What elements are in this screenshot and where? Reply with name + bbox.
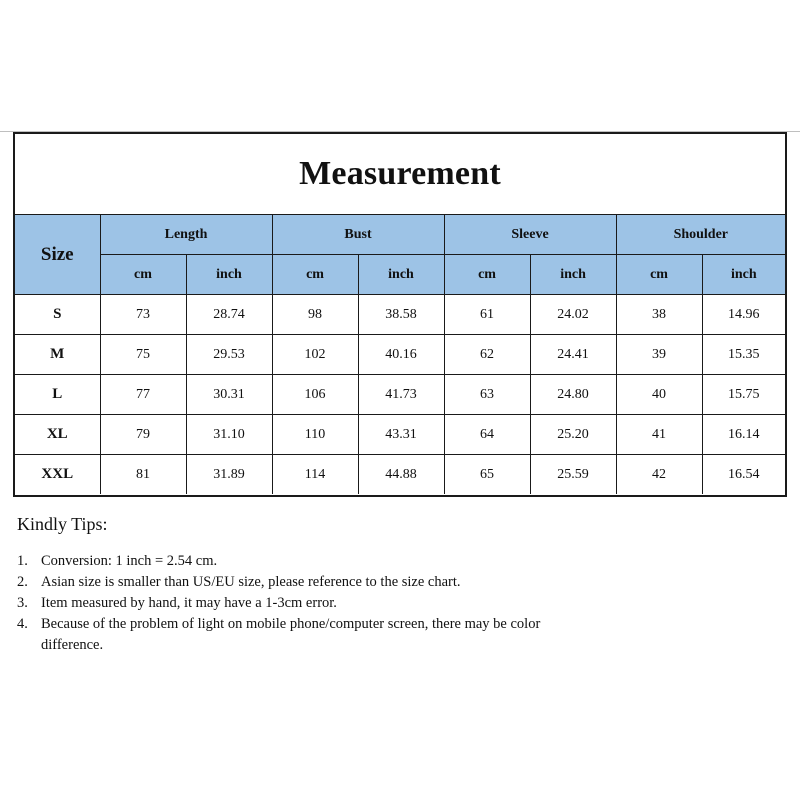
tips-title: Kindly Tips: <box>17 514 108 534</box>
table-row <box>15 375 785 415</box>
table-cell: 42 <box>616 455 702 495</box>
table-cell: 81 <box>100 455 186 495</box>
table-cell: 73 <box>100 295 186 335</box>
table-cell: 28.74 <box>186 295 272 335</box>
tip-item <box>17 593 617 614</box>
chart-title: Measurement <box>15 134 785 215</box>
table-cell: 15.35 <box>702 335 785 375</box>
size-column-header: Size <box>15 215 100 295</box>
table-cell: 61 <box>444 295 530 335</box>
tip-item <box>17 572 617 593</box>
size-cell: XL <box>15 415 100 455</box>
table-cell: 44.88 <box>358 455 444 495</box>
tip-text: Because of the problem of light on mobile phone/computer screen, there may be color difference. <box>41 616 541 653</box>
table-cell: 63 <box>444 375 530 415</box>
tips-list <box>17 551 617 656</box>
header-row-units <box>15 255 785 295</box>
size-cell: L <box>15 375 100 415</box>
table-cell: 38 <box>616 295 702 335</box>
table-cell: 16.14 <box>702 415 785 455</box>
size-chart <box>13 132 787 497</box>
size-cell: M <box>15 335 100 375</box>
table-cell: 24.41 <box>530 335 616 375</box>
table-cell: 24.02 <box>530 295 616 335</box>
unit-header: cm <box>272 255 358 295</box>
tip-number: 3. <box>17 595 28 611</box>
table-cell: 98 <box>272 295 358 335</box>
unit-header: inch <box>186 255 272 295</box>
table-cell: 40.16 <box>358 335 444 375</box>
table-cell: 24.80 <box>530 375 616 415</box>
group-header-shoulder: Shoulder <box>616 215 785 255</box>
table-cell: 65 <box>444 455 530 495</box>
tip-text: Asian size is smaller than US/EU size, please reference to the size chart. <box>41 574 461 590</box>
table-row <box>15 335 785 375</box>
header-row-groups <box>15 215 785 255</box>
tip-item <box>17 551 617 572</box>
table-cell: 14.96 <box>702 295 785 335</box>
table-cell: 62 <box>444 335 530 375</box>
table-cell: 29.53 <box>186 335 272 375</box>
tip-number: 1. <box>17 553 28 569</box>
table-cell: 25.20 <box>530 415 616 455</box>
table-cell: 31.89 <box>186 455 272 495</box>
table-cell: 75 <box>100 335 186 375</box>
table-cell: 41.73 <box>358 375 444 415</box>
unit-header: cm <box>444 255 530 295</box>
group-header-bust: Bust <box>272 215 444 255</box>
table-cell: 43.31 <box>358 415 444 455</box>
table-cell: 38.58 <box>358 295 444 335</box>
unit-header: cm <box>616 255 702 295</box>
table-cell: 40 <box>616 375 702 415</box>
tip-number: 4. <box>17 616 28 632</box>
table-cell: 102 <box>272 335 358 375</box>
table-cell: 39 <box>616 335 702 375</box>
tip-text: Conversion: 1 inch = 2.54 cm. <box>41 553 218 569</box>
table-cell: 31.10 <box>186 415 272 455</box>
table-cell: 25.59 <box>530 455 616 495</box>
table-cell: 30.31 <box>186 375 272 415</box>
table-cell: 110 <box>272 415 358 455</box>
group-header-sleeve: Sleeve <box>444 215 616 255</box>
unit-header: inch <box>702 255 785 295</box>
group-header-length: Length <box>100 215 272 255</box>
table-row <box>15 455 785 495</box>
unit-header: cm <box>100 255 186 295</box>
table-cell: 77 <box>100 375 186 415</box>
table-cell: 64 <box>444 415 530 455</box>
kindly-tips <box>17 514 617 656</box>
table-cell: 114 <box>272 455 358 495</box>
tip-text: Item measured by hand, it may have a 1-3cm error. <box>41 595 337 611</box>
unit-header: inch <box>358 255 444 295</box>
table-cell: 16.54 <box>702 455 785 495</box>
table-row <box>15 295 785 335</box>
unit-header: inch <box>530 255 616 295</box>
table-cell: 41 <box>616 415 702 455</box>
table-cell: 15.75 <box>702 375 785 415</box>
size-table <box>15 215 785 494</box>
size-cell: XXL <box>15 455 100 495</box>
size-cell: S <box>15 295 100 335</box>
table-cell: 106 <box>272 375 358 415</box>
table-cell: 79 <box>100 415 186 455</box>
tip-item <box>17 614 617 656</box>
tip-number: 2. <box>17 574 28 590</box>
table-row <box>15 415 785 455</box>
